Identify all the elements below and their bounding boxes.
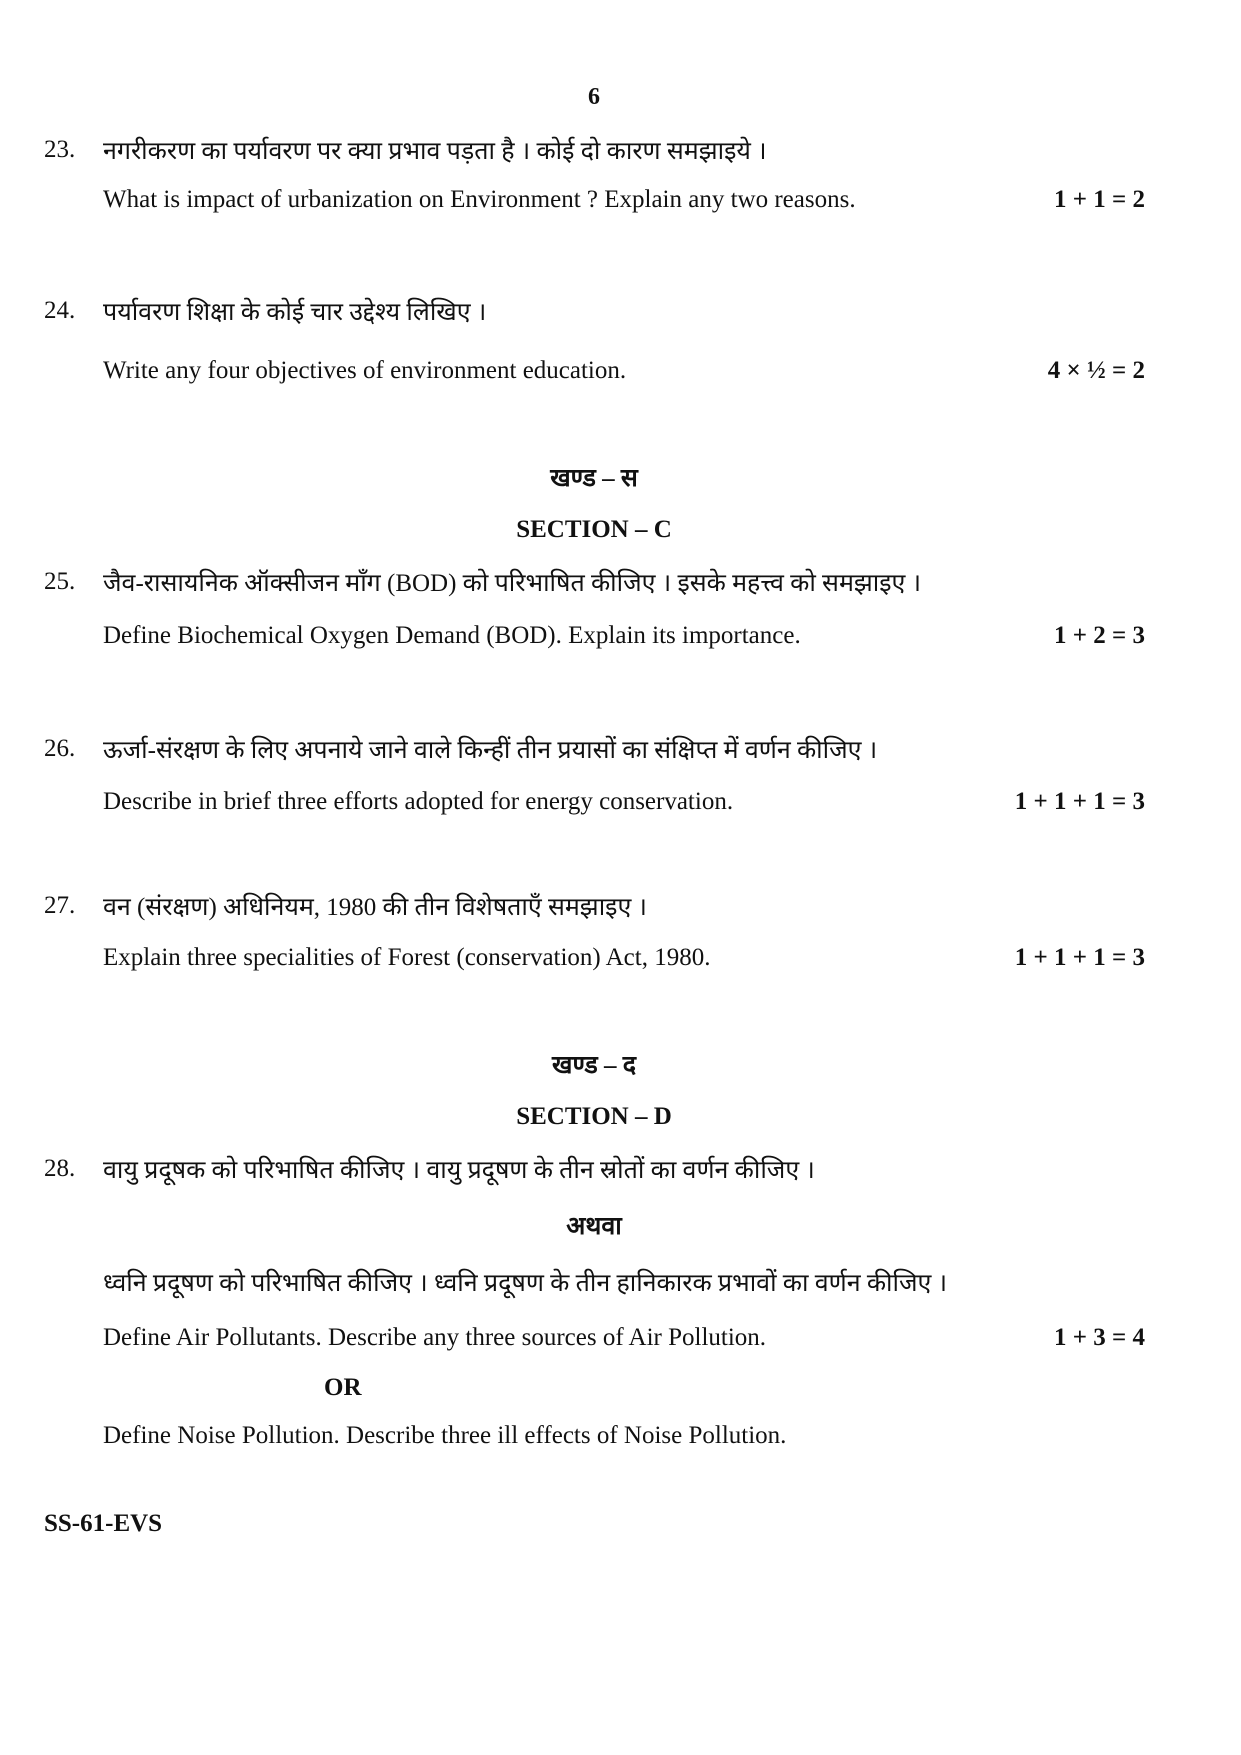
question-23-marks: 1 + 1 = 2 <box>1054 186 1145 213</box>
question-24-number: 24. <box>44 297 76 324</box>
question-28-hindi-alternative: ध्वनि प्रदूषण को परिभाषित कीजिए । ध्वनि प्रदूषण के तीन हानिकारक प्रभावों का वर्णन कीजिए । <box>103 1270 948 1297</box>
question-25-marks: 1 + 2 = 3 <box>1054 622 1145 649</box>
section-d-hindi-heading: खण्ड – द <box>552 1052 636 1079</box>
question-25-hindi: जैव-रासायनिक ऑक्सीजन माँग (BOD) को परिभाषित कीजिए । इसके महत्त्व को समझाइए । <box>103 570 922 597</box>
question-26-marks: 1 + 1 + 1 = 3 <box>1014 788 1145 815</box>
question-23-number: 23. <box>44 136 76 163</box>
question-28-hindi-or: अथवा <box>566 1213 622 1240</box>
question-28-english-alternative: Define Noise Pollution. Describe three ill effects of Noise Pollution. <box>103 1422 787 1449</box>
question-27-number: 27. <box>44 892 76 919</box>
question-23-hindi: नगरीकरण का पर्यावरण पर क्या प्रभाव पड़ता है । कोई दो कारण समझाइये । <box>103 138 767 165</box>
question-26-english: Describe in brief three efforts adopted for energy conservation. <box>103 788 734 815</box>
question-28-marks: 1 + 3 = 4 <box>1054 1324 1145 1351</box>
footer-code: SS-61-EVS <box>44 1510 163 1537</box>
question-25-english: Define Biochemical Oxygen Demand (BOD). Explain its importance. <box>103 622 801 649</box>
question-28-number: 28. <box>44 1155 76 1182</box>
question-28-english: Define Air Pollutants. Describe any three sources of Air Pollution. <box>103 1324 767 1351</box>
question-26-hindi: ऊर्जा-संरक्षण के लिए अपनाये जाने वाले किन्हीं तीन प्रयासों का संक्षिप्त में वर्णन कीजिए । <box>103 737 878 764</box>
question-24-hindi: पर्यावरण शिक्षा के कोई चार उद्देश्य लिखिए । <box>103 299 487 326</box>
question-24-marks: 4 × ½ = 2 <box>1047 357 1145 384</box>
question-27-hindi: वन (संरक्षण) अधिनियम, 1980 की तीन विशेषताएँ समझाइए । <box>103 894 648 921</box>
question-27-marks: 1 + 1 + 1 = 3 <box>1014 944 1145 971</box>
section-c-heading: SECTION – C <box>516 516 672 543</box>
question-27-english: Explain three specialities of Forest (conservation) Act, 1980. <box>103 944 711 971</box>
question-24-english: Write any four objectives of environment education. <box>103 357 627 384</box>
question-25-number: 25. <box>44 568 76 595</box>
section-d-heading: SECTION – D <box>516 1103 672 1130</box>
page-number: 6 <box>588 84 600 110</box>
section-c-hindi-heading: खण्ड – स <box>550 465 638 492</box>
question-28-english-or: OR <box>324 1374 362 1401</box>
question-23-english: What is impact of urbanization on Environment ? Explain any two reasons. <box>103 186 856 213</box>
question-28-hindi: वायु प्रदूषक को परिभाषित कीजिए । वायु प्रदूषण के तीन स्रोतों का वर्णन कीजिए । <box>103 1157 815 1184</box>
question-26-number: 26. <box>44 735 76 762</box>
